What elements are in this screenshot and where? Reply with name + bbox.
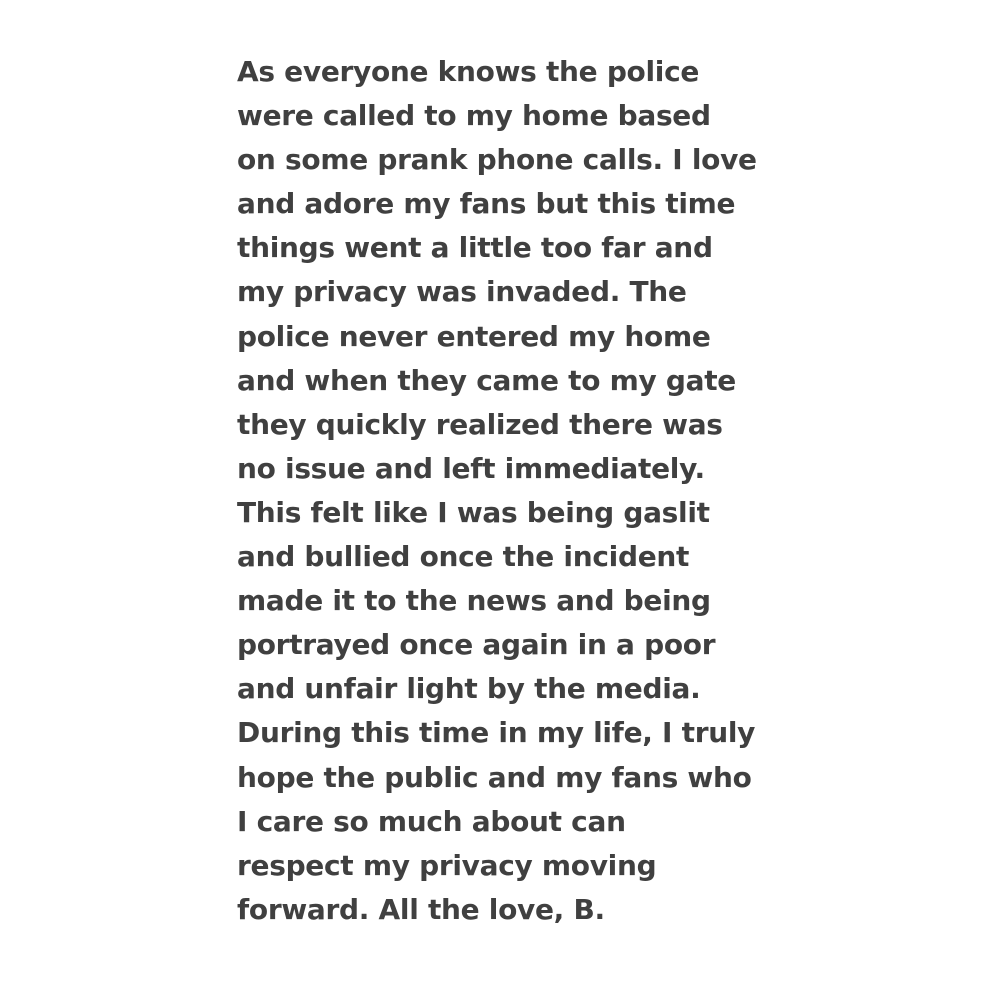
- note-line: hope the public and my fans who: [237, 760, 752, 794]
- note-line: no issue and left immediately.: [237, 451, 705, 485]
- note-line: made it to the news and being: [237, 584, 711, 618]
- note-line: and bullied once the incident: [237, 540, 690, 574]
- note-line: and unfair light by the media.: [237, 672, 701, 706]
- note-line: and when they came to my gate: [237, 363, 736, 397]
- note-line: respect my privacy moving: [237, 848, 657, 882]
- note-line: forward. All the love, B.: [237, 892, 605, 926]
- note-line: I care so much about can: [237, 804, 626, 838]
- note-line: As everyone knows the police: [237, 55, 700, 88]
- note-text-body: [237, 50, 797, 932]
- note-line: portrayed once again in a poor: [237, 628, 716, 662]
- note-line: on some prank phone calls. I love: [237, 143, 757, 177]
- note-line: they quickly realized there was: [237, 407, 723, 441]
- note-line: During this time in my life, I truly: [237, 716, 756, 750]
- note-line: things went a little too far and: [237, 231, 713, 265]
- note-line: my privacy was invaded. The: [237, 275, 687, 309]
- note-line: This felt like I was being gaslit: [237, 495, 710, 529]
- note-line: and adore my fans but this time: [237, 187, 736, 221]
- note-line: police never entered my home: [237, 319, 711, 353]
- note-line: were called to my home based: [237, 99, 711, 133]
